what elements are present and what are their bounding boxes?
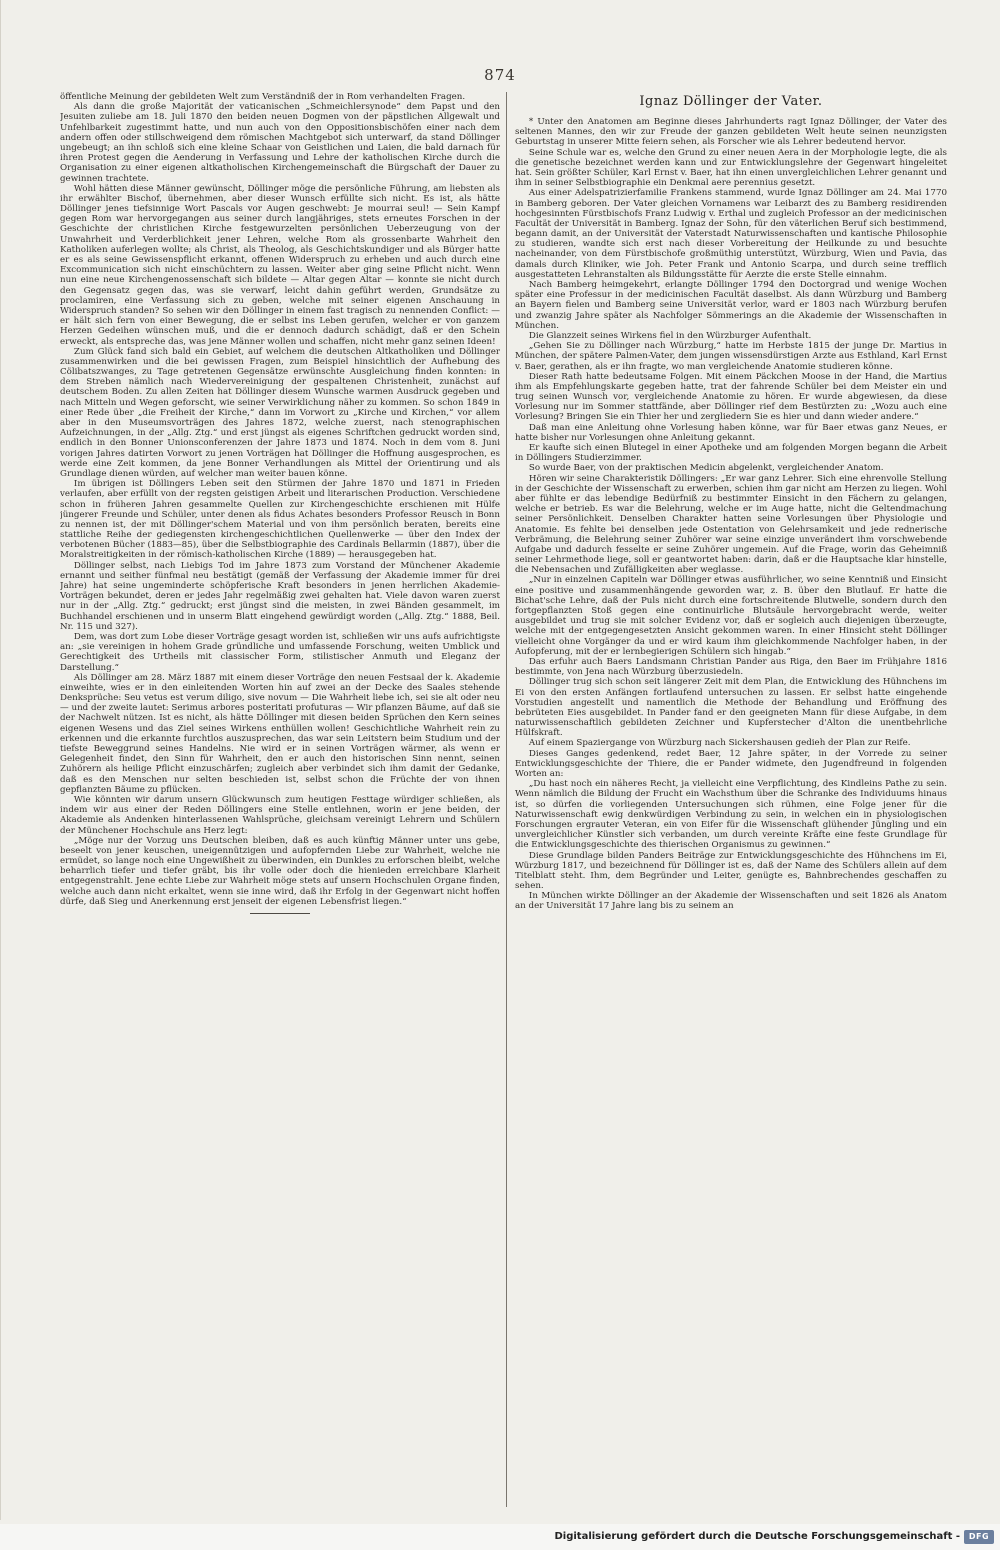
paragraph: Er kaufte sich einen Blutegel in einer Apotheke und am folgenden Morgen begann die Arbeit in Döllingers Studierzimmer. <box>515 443 947 464</box>
paragraph: Aus einer Adelspatrizierfamilie Frankens stammend, wurde Ignaz Döllinger am 24. Mai 1770 in Bamberg geboren. Der Vater gleichen Vornamens war Leibarzt des zu Bamberg residirenden hochgesinnten Fürstbischofs Franz Ludwig v. Erthal und zugleich Professor an der medicinischen Facultät der Universität in Bamberg. Ignaz der Sohn, für den väterlichen Beruf sich bestimmend, begann damit, an der Universität der Vaterstadt Naturwissenschaften und kantische Philosophie zu studieren, wandte sich erst nach dieser Vorbereitung der Heilkunde zu und besuchte nacheinander, von dem Fürstbischofe großmüthig unterstützt, Würzburg, Wien und Pavia, das damals durch Kliniker, wie Joh. Peter Frank und Antonio Scarpa, und durch seine trefflich ausgestatteten Lehranstalten als Bildungsstätte für Aerzte die erste Stelle einnahm. <box>515 188 947 280</box>
paragraph: „Du hast noch ein näheres Recht, ja vielleicht eine Verpflichtung, des Kindleins Pathe zu sein. Wenn nämlich die Bildung der Frucht ein Wachsthum über die Schranke des Individuums hinaus ist, so dürfen die vorliegenden Untersuchungen sich rühmen, eine Folge jener für die Naturwissenschaft ewig denkwürdigen Verbindung zu sein, in welchen ein in physiologischen Forschungen ergrauter Veteran, ein von Eifer für die Wissenschaft glühender Jüngling und ein unvergleichlicher Künstler sich verbanden, um durch vereinte Kräfte eine feste Grundlage für die Entwicklungsgeschichte des thierischen Organismus zu gewinnen.“ <box>515 779 947 851</box>
paragraph: „Gehen Sie zu Döllinger nach Würzburg,“ hatte im Herbste 1815 der junge Dr. Martius in München, der spätere Palmen-Vater, dem jungen wissensdürstigen Arzte aus Esthland, Karl Ernst v. Baer, gerathen, als er ihn fragte, wo man vergleichende Anatomie studieren könne. <box>515 341 947 372</box>
paragraph: Nach Bamberg heimgekehrt, erlangte Döllinger 1794 den Doctorgrad und wenige Wochen später eine Professur in der medicinischen Facultät daselbst. Als dann Würzburg und Bamberg an Bayern fielen und Bamberg seine Universität verlor, ward er 1803 nach Würzburg berufen und zwanzig Jahre später als Nachfolger Sömmerings an die Akademie der Wissenschaften in München. <box>515 280 947 331</box>
article-body <box>515 117 947 912</box>
paragraph: Diese Grundlage bilden Panders Beiträge zur Entwicklungsgeschichte des Hühnchens im Ei, Würzburg 1817, und bezeichnend für Döllinger ist es, daß der Name des Schülers allein auf dem Titelblatt steht. Ihm, dem Begründer und Leiter, genügte es, Bahnbrechendes geschaffen zu sehen. <box>515 850 947 892</box>
paragraph: * Unter den Anatomen am Beginne dieses Jahrhunderts ragt Ignaz Döllinger, der Vater des seltenen Mannes, den wir zur Freude der ganzen gebildeten Welt heute seinen neunzigsten Geburtstag in unserer Mitte feiern sehen, als Forscher wie als Lehrer bedeutend hervor. <box>515 117 947 148</box>
column-divider <box>506 92 507 1507</box>
paragraph: Das erfuhr auch Baers Landsmann Christian Pander aus Riga, den Baer im Frühjahre 1816 bestimmte, von Jena nach Würzburg überzusiedeln. <box>515 656 947 678</box>
paragraph: So wurde Baer, von der praktischen Medicin abgelenkt, vergleichender Anatom. <box>528 463 884 474</box>
paragraph: Dieser Rath hatte bedeutsame Folgen. Mit einem Päckchen Moose in der Hand, die Martius ihm als Empfehlungskarte gegeben hatte, trat der fahrende Schüler bei dem Meister ein und trug seinen Wunsch vor, vergleichende Anatomie zu hören. Er wurde abgewiesen, da diese Vorlesung nur im Sommer stattfände, aber Döllinger rief dem Bestürzten zu: „Wozu auch eine Vorlesung? Bringen Sie ein Thier her und zergliedern Sie es hier und dann wieder andere.“ <box>515 371 947 423</box>
paragraph: „Möge nur der Vorzug uns Deutschen bleiben, daß es auch künftig Männer unter uns gebe, beseelt von jener keuschen, uneigennützigen und aufopfernden Liebe zur Wahrheit, welche nie ermüdet, so lange noch eine Ungewißheit zu überwinden, ein Dunkles zu erforschen bleibt, welche beharrlich tiefer und tiefer gräbt, bis ihr volle oder doch die hienieden erreichbare Klarheit entgegenstrahlt. Jene echte Liebe zur Wahrheit möge stets auf unsern Hochschulen Organe finden, welche auch dann nicht erkaltet, wenn sie inne wird, daß ihr Erfolg in der Gegenwart nicht hoffen dürfe, daß Sieg und Anerkennung erst jenseit der eigenen Lebensfrist liegen.“ <box>60 835 500 907</box>
left-column <box>60 92 500 1507</box>
article-title: Ignaz Döllinger der Vater. <box>639 94 823 109</box>
paragraph: Die Glanzzeit seines Wirkens fiel in den Würzburger Aufenthalt. <box>528 330 812 341</box>
paragraph: Als Döllinger am 28. März 1887 mit einem dieser Vorträge den neuen Festsaal der k. Akademie einweihte, wies er in den einleitenden Worten hin auf zwei an der Decke des Saales stehende Denksprüche: Seu vetus est verum diligo, sive novum — Die Wahrheit liebe ich, sei sie alt oder neu — und der zweite lautet: Serimus arbores posteritati profuturas — Wir pflanzen Bäume, auf daß sie der Nachwelt nützen. Ist es nicht, als hätte Döllinger mit diesen beiden Sprüchen den Kern seines eigenen Wesens und das Ziel seines Wirkens enthüllen wollen! Geschichtliche Wahrheit rein zu erkennen und die erkannte furchtlos auszusprechen, das war sein Leitstern beim Studium und der tiefste Beweggrund seines Handelns. Nie wird er in seinen Vorträgen wärmer, als wenn er Gelegenheit findet, den Sinn für Wahrheit, den er auch den historischen Sinn nennt, seinen Zuhörern als heilige Pflicht einzuschärfen; zugleich aber verbindet sich ihm damit der Gedanke, daß es den Menschen nur selten beschieden ist, selbst schon die Früchte der von ihnen gepflanzten Bäume zu pflücken. <box>60 672 500 795</box>
right-column <box>515 92 947 1507</box>
paragraph: „Nur in einzelnen Capiteln war Döllinger etwas ausführlicher, wo seine Kenntniß und Einsicht eine positive und zusammenhängende geworden war, z. B. über den Blutlauf. Er hatte die Bichat'sche Lehre, daß der Puls nicht durch eine fortschreitende Blutwelle, sondern durch den fortgepflanzten Stoß gegen eine continuirliche Blutsäule hervorgebracht werde, weiter ausgebildet und trug sie mit solcher Evidenz vor, daß er sogleich auch diejenigen überzeugte, welche mit der entgegengesetzten Ansicht gekommen waren. In einer Hinsicht steht Döllinger vielleicht ohne Vorgänger da und er wird kaum ihm gleichkommende Nachfolger haben, in der Aufopferung, mit der er lernbegierigen Schülern sich hingab.“ <box>515 575 947 657</box>
paragraph: Döllinger trug sich schon seit längerer Zeit mit dem Plan, die Entwicklung des Hühnchens im Ei von den ersten Anfängen fortlaufend untersuchen zu lassen. Er selbst hatte eingehende Vorstudien angestellt und namentlich die Methode der Behandlung und Eröffnung des bebrüteten Eies ausgebildet. In Pander fand er den geeigneten Mann für diese Aufgabe, in dem naturwissenschaftlich gebildeten Zeichner und Kupferstecher d'Alton die unentbehrliche Hülfskraft. <box>515 677 947 739</box>
paragraph: Auf einem Spaziergange von Würzburg nach Sickershausen gedieh der Plan zur Reife. <box>528 738 911 749</box>
end-rule <box>250 913 310 914</box>
paragraph: Wie könnten wir darum unsern Glückwunsch zum heutigen Festtage würdiger schließen, als indem wir aus einer der Reden Döllingers eine Stelle entlehnen, worin er jene beiden, der Akademie als Andenken hinterlassenen Wahlsprüche, gleichsam vereinigt Lehrern und Schülern der Münchener Hochschule ans Herz legt: <box>60 794 500 836</box>
dfg-logo: DFG <box>964 1530 994 1544</box>
digitization-footer <box>0 1524 1000 1550</box>
paragraph: Seine Schule war es, welche den Grund zu einer neuen Aera in der Morphologie legte, die als die genetische bezeichnet werden kann und zur Entwicklungslehre der Gegenwart hingeleitet hat. Sein größter Schüler, Karl Ernst v. Baer, hat ihn einen unvergleichlichen Lehrer genannt und ihm in seiner Selbstbiographie ein Denkmal aere perennius gesetzt. <box>515 147 947 189</box>
paragraph: Döllinger selbst, nach Liebigs Tod im Jahre 1873 zum Vorstand der Münchener Akademie ernannt und seither fünfmal neu bestätigt (gemäß der Verfassung der Akademie immer für drei Jahre) hat seine ungeminderte schöpferische Kraft besonders in jenen herrlichen Akademie-Vorträgen bekundet, deren er jedes Jahr regelmäßig zwei gehalten hat. Viele davon waren zuerst nur in der „Allg. Ztg.“ gedruckt; erst jüngst sind die meisten, in zwei Bänden gesammelt, im Buchhandel erschienen und in unserm Blatt eingehend gewürdigt worden („Allg. Ztg.“ 1888, Beil. Nr. 115 und 327). <box>60 560 500 632</box>
paragraph: Dem, was dort zum Lobe dieser Vorträge gesagt worden ist, schließen wir uns aufs aufrichtigste an: „sie vereinigen in hohem Grade gründliche und umfassende Forschung, weiten Umblick und Gerechtigkeit des Urtheils mit classischer Form, stilistischer Anmuth und Eleganz der Darstellung.“ <box>60 631 500 673</box>
paragraph: Im übrigen ist Döllingers Leben seit den Stürmen der Jahre 1870 und 1871 in Frieden verlaufen, aber erfüllt von der regsten geistigen Arbeit und literarischen Production. Verschiedene schon in früheren Jahren gesammelte Quellen zur Kirchengeschichte erschienen mit Hülfe jüngerer Freunde und Schüler, unter denen als fidus Achates besonders Professor Reusch in Bonn zu nennen ist, der mit Döllinger'schem Material und von ihm persönlich beraten, bereits eine stattliche Reihe der gediegensten kirchengeschichtlichen Quellenwerke — über den Index der verbotenen Bücher (1883—85), über die Selbstbiographie des Cardinals Bellarmin (1887), über die Moralstreitigkeiten in der römisch-katholischen Kirche (1889) — herausgegeben hat. <box>60 479 500 561</box>
paragraph: Zum Glück fand sich bald ein Gebiet, auf welchem die deutschen Altkatholiken und Döllinger zusammenwirken und die bei gewissen Fragen, zum Beispiel hinsichtlich der Aufhebung des Cölibatszwanges, zu Tage getretenen Gegensätze erwünschte Ausgleichung finden konnten: in dem Streben nämlich nach Wiedervereinigung der gespaltenen Christenheit, zunächst auf deutschem Boden. Zu allen Zeiten hat Döllinger diesem Wunsche warmen Ausdruck gegeben und nach Mitteln und Wegen geforscht, wie seiner Verwirklichung näher zu kommen. So schon 1849 in einer Rede über „die Freiheit der Kirche,“ dann im Vorwort zu „Kirche und Kirchen,“ vor allem aber in den Museumsvorträgen des Jahres 1872, welche zuerst, nach stenographischen Aufzeichnungen, in der „Allg. Ztg.“ und erst jüngst als eigenes Schriftchen gedruckt worden sind, endlich in den Bonner Unionsconferenzen der Jahre 1873 und 1874. Noch in dem vom 8. Juni vorigen Jahres datirten Vorwort zu jenen Vorträgen hat Döllinger die Hoffnung ausgesprochen, es werde eine Zeit kommen, da jene Bonner Verhandlungen als Mittel der Orientirung und als Grundlage dienen würden, auf welcher man weiter bauen könne. <box>60 346 500 479</box>
paragraph: Als dann die große Majorität der vaticanischen „Schmeichlersynode“ dem Papst und den Jesuiten zuliebe am 18. Juli 1870 den beiden neuen Dogmen von der päpstlichen Allgewalt und Unfehlbarkeit zugestimmt hatte, und nun auch von den Oppositionsbischöfen einer nach dem andern offen oder stillschweigend dem römischen Machtgebot sich unterwarf, da stand Döllinger ungebeugt; an ihn schloß sich eine kleine Schaar von Geistlichen und Laien, die bald darnach für ihren Protest gegen die Aenderung in Verfassung und Lehre der katholischen Kirche durch die Organisation zu einer eigenen altkatholischen Kirchengemeinschaft die Bürgschaft der Dauer zu gewinnen trachtete. <box>60 102 500 184</box>
paragraph: Daß man eine Anleitung ohne Vorlesung haben könne, war für Baer etwas ganz Neues, er hatte bisher nur Vorlesungen ohne Anleitung gekannt. <box>515 422 947 443</box>
scan-edge-left <box>0 0 1 1520</box>
page-number: 874 <box>484 66 516 84</box>
footer-credit: Digitalisierung gefördert durch die Deutsche Forschungsgemeinschaft - <box>554 1531 960 1542</box>
paragraph: Dieses Ganges gedenkend, redet Baer, 12 Jahre später, in der Vorrede zu seiner Entwicklungsgeschichte der Thiere, die er Pander widmete, den Jugendfreund in folgenden Worten an: <box>515 748 947 779</box>
paragraph: In München wirkte Döllinger an der Akademie der Wissenschaften und seit 1826 als Anatom an der Universität 17 Jahre lang bis zu seinem an <box>515 891 947 912</box>
paragraph: Hören wir seine Charakteristik Döllingers: „Er war ganz Lehrer. Sich eine ehrenvolle Stellung in der Geschichte der Wissenschaft zu erwerben, schien ihm gar nicht am Herzen zu liegen. Wohl aber fühlte er das lebendige Bedürfniß zu bestimmter Einsicht in den Fächern zu gelangen, welche er betrieb. Es war die Belehrung, welche er im Auge hatte, nicht die Geltendmachung seiner Persönlichkeit. Denselben Charakter hatten seine Vorlesungen über Physiologie und Anatomie. Es fehlte bei denselben jede Ostentation von Gelehrsamkeit und jede rednerische Verbrämung, die Belehrung seiner Zuhörer war seine einzige unverändert ihm vorschwebende Aufgabe und dadurch fesselte er seine Zuhörer ungemein. Auf die Frage, worin das Geheimniß seiner Lehrmethode liege, soll er geantwortet haben: darin, daß er die Hauptsache klar hinstelle, die Nebensachen und Zufälligkeiten aber weglasse. <box>515 473 947 576</box>
paragraph: Wohl hätten diese Männer gewünscht, Döllinger möge die persönliche Führung, am liebsten als ihr erwählter Bischof, übernehmen, aber dieser Wunsch erfüllte sich nicht. Es ist, als hätte Döllinger jenes tiefsinnige Wort Pascals vor Augen geschwebt: Je mourrai seul! — Sein Kampf gegen Rom war hervorgegangen aus seiner durch langjähriges, stets erneutes Forschen in der Geschichte der christlichen Kirche festgewurzelten persönlichen Ueberzeugung von der Unwahrheit und Verderblichkeit jener Lehren, welche Rom als grossenbarte Wahrheit den Katholiken auferlegen wollte; als Christ, als Theolog, als Geschichtskundiger und als Bürger hatte er es als seine Gewissenspflicht erkannt, offenen Widerspruch zu erheben und auch durch eine Excommunication sich nicht einschüchtern zu lassen. Weiter aber ging seine Pflicht nicht. Wenn nun eine neue Kirchengenossenschaft sich bildete — Altar gegen Altar — konnte sie nicht durch den Gegensatz gegen das, was sie verwarf, leicht dahin geführt werden, Grundsätze zu proclamiren, eine Verfassung sich zu geben, welche mit seiner eigenen Anschauung in Widerspruch standen? So sehen wir den Döllinger in einem fast tragisch zu nennenden Conflict: — er hält sich fern von einer Bewegung, die er selbst ins Leben gerufen, welcher er von ganzem Herzen Gedeihen wünschen muß, und die er dennoch dadurch schädigt, daß er den Schein erweckt, als entspreche das, was jene Männer wollen und schaffen, nicht mehr ganz seinen Ideen! <box>60 183 500 347</box>
paragraph: öffentliche Meinung der gebildeten Welt zum Verständniß der in Rom verhandelten Fragen. <box>60 92 466 102</box>
